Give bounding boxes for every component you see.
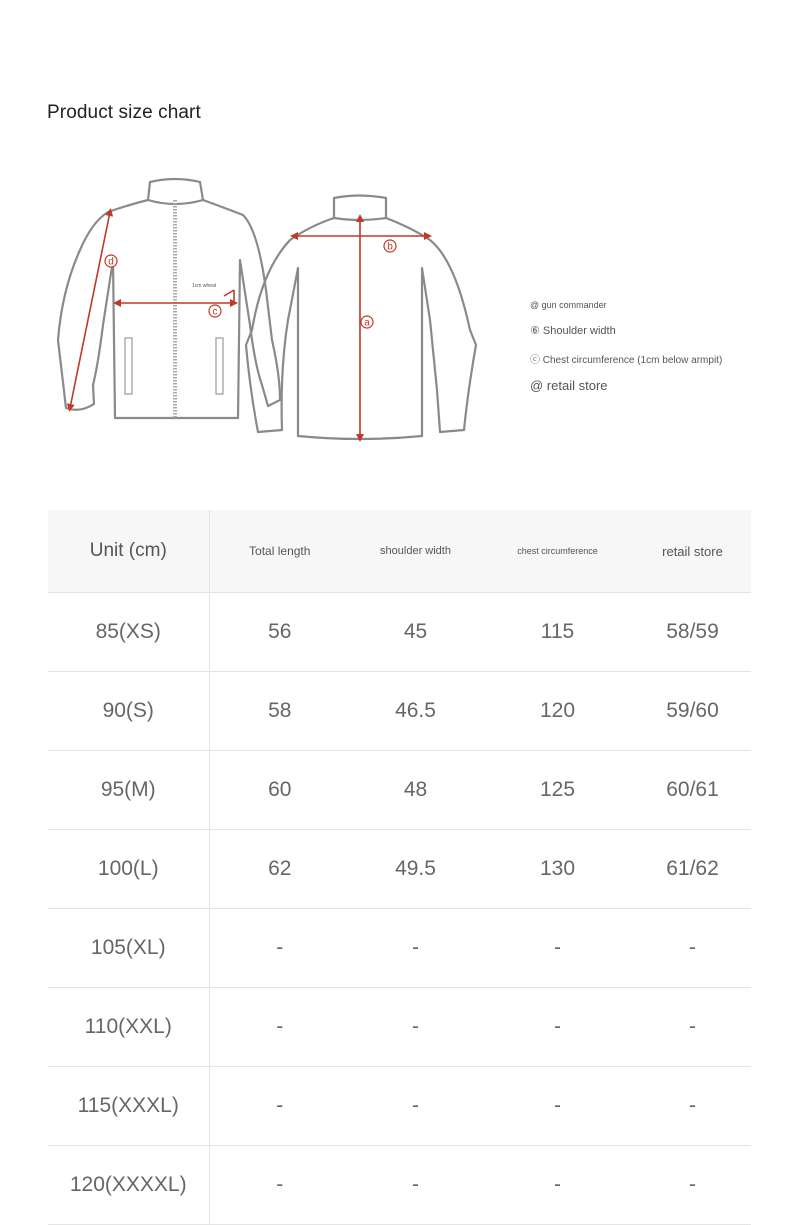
table-row bbox=[48, 751, 751, 830]
size-label: 115(XXXL) bbox=[48, 1067, 209, 1146]
front-pocket-left bbox=[125, 338, 132, 394]
chest-circumference-value: - bbox=[481, 1146, 634, 1225]
measure-armpit-gap bbox=[224, 290, 234, 296]
retail-store-value: - bbox=[634, 1146, 751, 1225]
retail-store-value: 58/59 bbox=[634, 593, 751, 672]
total-length-value: 60 bbox=[209, 751, 350, 830]
total-length-value: - bbox=[209, 1146, 350, 1225]
marker-c-label: c bbox=[212, 306, 218, 318]
total-length-value: 62 bbox=[209, 830, 350, 909]
table-row bbox=[48, 672, 751, 751]
marker-a bbox=[361, 316, 373, 329]
header-retail-store: retail store bbox=[634, 510, 751, 593]
chest-circumference-value: 125 bbox=[481, 751, 634, 830]
marker-a-label: a bbox=[364, 317, 370, 329]
marker-c bbox=[209, 305, 221, 318]
size-label: 110(XXL) bbox=[48, 988, 209, 1067]
retail-store-value: 60/61 bbox=[634, 751, 751, 830]
total-length-value: 58 bbox=[209, 672, 350, 751]
jacket-front-outline bbox=[58, 179, 280, 418]
table-row bbox=[48, 909, 751, 988]
size-label: 90(S) bbox=[48, 672, 209, 751]
chest-circumference-value: 130 bbox=[481, 830, 634, 909]
legend bbox=[530, 300, 780, 393]
size-label: 120(XXXXL) bbox=[48, 1146, 209, 1225]
legend-item: ⑥ Shoulder width bbox=[530, 325, 616, 337]
table-row bbox=[48, 593, 751, 672]
total-length-value: - bbox=[209, 1067, 350, 1146]
chest-circumference-value: 120 bbox=[481, 672, 634, 751]
shoulder-width-value: 46.5 bbox=[350, 672, 481, 751]
table-row bbox=[48, 1067, 751, 1146]
page-title: Product size chart bbox=[47, 102, 201, 123]
diagram-annotation: 1cm wheat bbox=[192, 283, 217, 289]
total-length-value: 56 bbox=[209, 593, 350, 672]
chest-circumference-value: - bbox=[481, 909, 634, 988]
shoulder-width-value: 48 bbox=[350, 751, 481, 830]
retail-store-value: 61/62 bbox=[634, 830, 751, 909]
total-length-value: - bbox=[209, 909, 350, 988]
shoulder-width-value: - bbox=[350, 909, 481, 988]
size-label: 95(M) bbox=[48, 751, 209, 830]
chest-circumference-value: - bbox=[481, 1067, 634, 1146]
marker-b bbox=[384, 240, 396, 253]
header-chest-circumference: chest circumference bbox=[481, 510, 634, 593]
size-table bbox=[48, 510, 751, 1225]
header-total-length: Total length bbox=[209, 510, 350, 593]
retail-store-value: - bbox=[634, 909, 751, 988]
header-shoulder-width: shoulder width bbox=[350, 510, 481, 593]
shoulder-width-value: - bbox=[350, 988, 481, 1067]
legend-item: @ gun commander bbox=[530, 300, 607, 310]
table-row bbox=[48, 830, 751, 909]
size-label: 105(XL) bbox=[48, 909, 209, 988]
retail-store-value: 59/60 bbox=[634, 672, 751, 751]
retail-store-value: - bbox=[634, 1067, 751, 1146]
marker-b-label: b bbox=[387, 241, 393, 253]
jacket-back-outline bbox=[246, 196, 476, 440]
shoulder-width-value: - bbox=[350, 1067, 481, 1146]
size-label: 100(L) bbox=[48, 830, 209, 909]
table-row bbox=[48, 988, 751, 1067]
table-row bbox=[48, 1146, 751, 1225]
chest-circumference-value: - bbox=[481, 988, 634, 1067]
legend-item: @ retail store bbox=[530, 378, 608, 393]
shoulder-width-value: 49.5 bbox=[350, 830, 481, 909]
front-pocket-right bbox=[216, 338, 223, 394]
chest-circumference-value: 115 bbox=[481, 593, 634, 672]
retail-store-value: - bbox=[634, 988, 751, 1067]
total-length-value: - bbox=[209, 988, 350, 1067]
table-header-row bbox=[48, 510, 751, 593]
marker-d bbox=[105, 255, 117, 268]
shoulder-width-value: - bbox=[350, 1146, 481, 1225]
size-label: 85(XS) bbox=[48, 593, 209, 672]
marker-d-label: d bbox=[108, 256, 114, 268]
header-unit: Unit (cm) bbox=[48, 510, 209, 593]
legend-item: ⓒ Chest circumference (1cm below armpit) bbox=[530, 355, 723, 366]
shoulder-width-value: 45 bbox=[350, 593, 481, 672]
measure-sleeve-d bbox=[70, 212, 110, 408]
